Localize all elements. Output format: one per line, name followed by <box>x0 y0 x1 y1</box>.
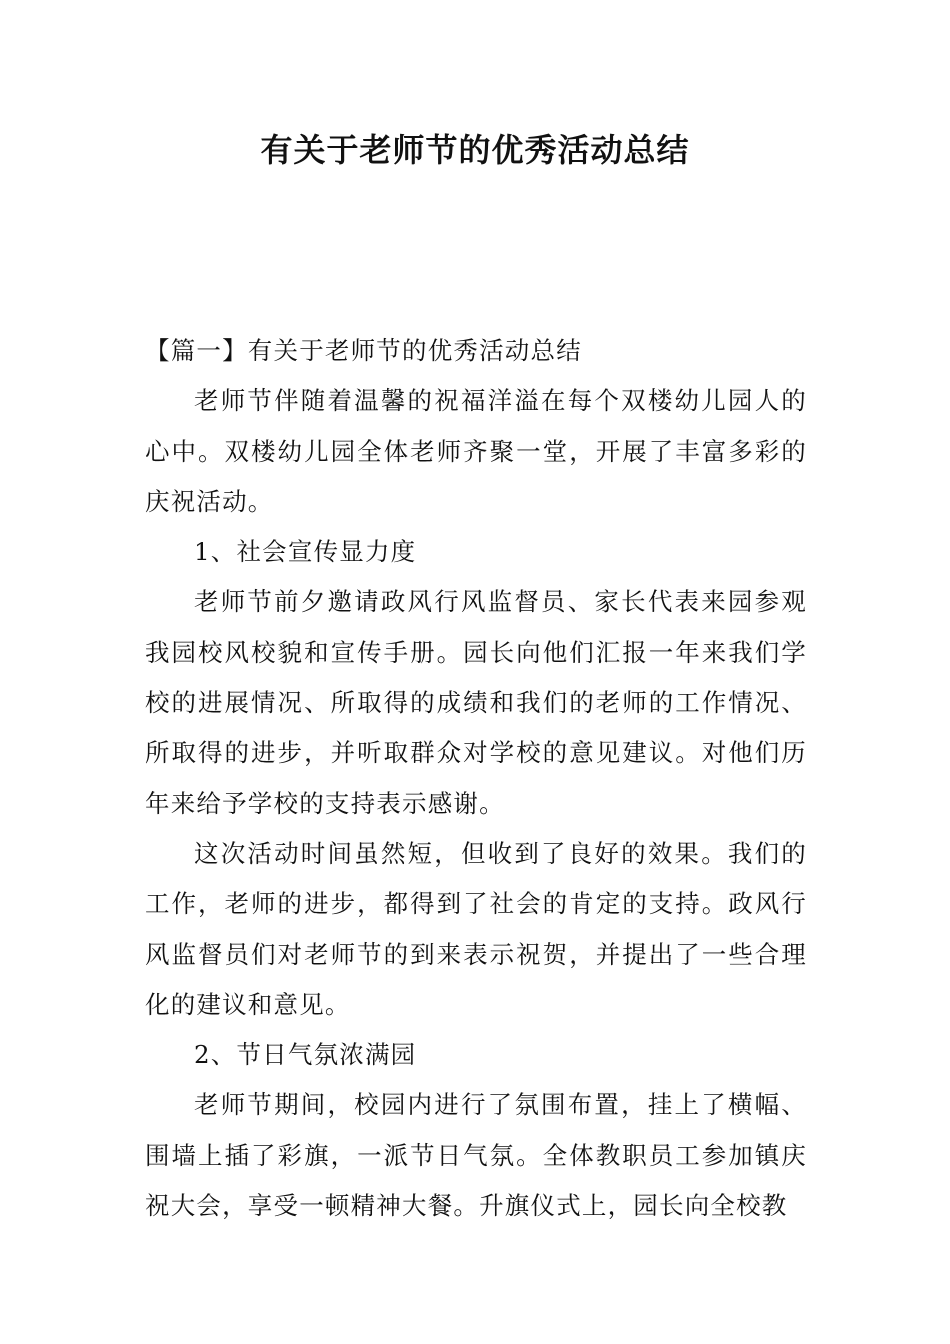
paragraph-visit: 老师节前夕邀请政风行风监督员、家长代表来园参观我园校风校貌和宣传手册。园长向他们汇报一年来我们学校的进展情况、所取得的成绩和我们的老师的工作情况、所取得的进步，并听取群众对学校的意见建议。对他们历年来给予学校的支持表示感谢。 <box>145 587 807 818</box>
subheading-social-publicity: 1、社会宣传显力度 <box>194 537 417 567</box>
document-body <box>145 326 807 1231</box>
paragraph-intro: 老师节伴随着温馨的祝福洋溢在每个双楼幼儿园人的心中。双楼幼儿园全体老师齐聚一堂，开展了丰富多彩的庆祝活动。 <box>145 386 807 516</box>
document-title: 有关于老师节的优秀活动总结 <box>260 131 690 169</box>
subheading-festival-atmosphere: 2、节日气氛浓满园 <box>194 1040 417 1070</box>
paragraph-result: 这次活动时间虽然短，但收到了良好的效果。我们的工作，老师的进步，都得到了社会的肯定的支持。政风行风监督员们对老师节的到来表示祝贺，并提出了一些合理化的建议和意见。 <box>145 838 807 1019</box>
paragraph-campus-decoration: 老师节期间，校园内进行了氛围布置，挂上了横幅、围墙上插了彩旗，一派节日气氛。全体教职员工参加镇庆祝大会，享受一顿精神大餐。升旗仪式上，园长向全校教 <box>145 1090 807 1221</box>
section-heading: 【篇一】有关于老师节的优秀活动总结 <box>145 336 582 365</box>
